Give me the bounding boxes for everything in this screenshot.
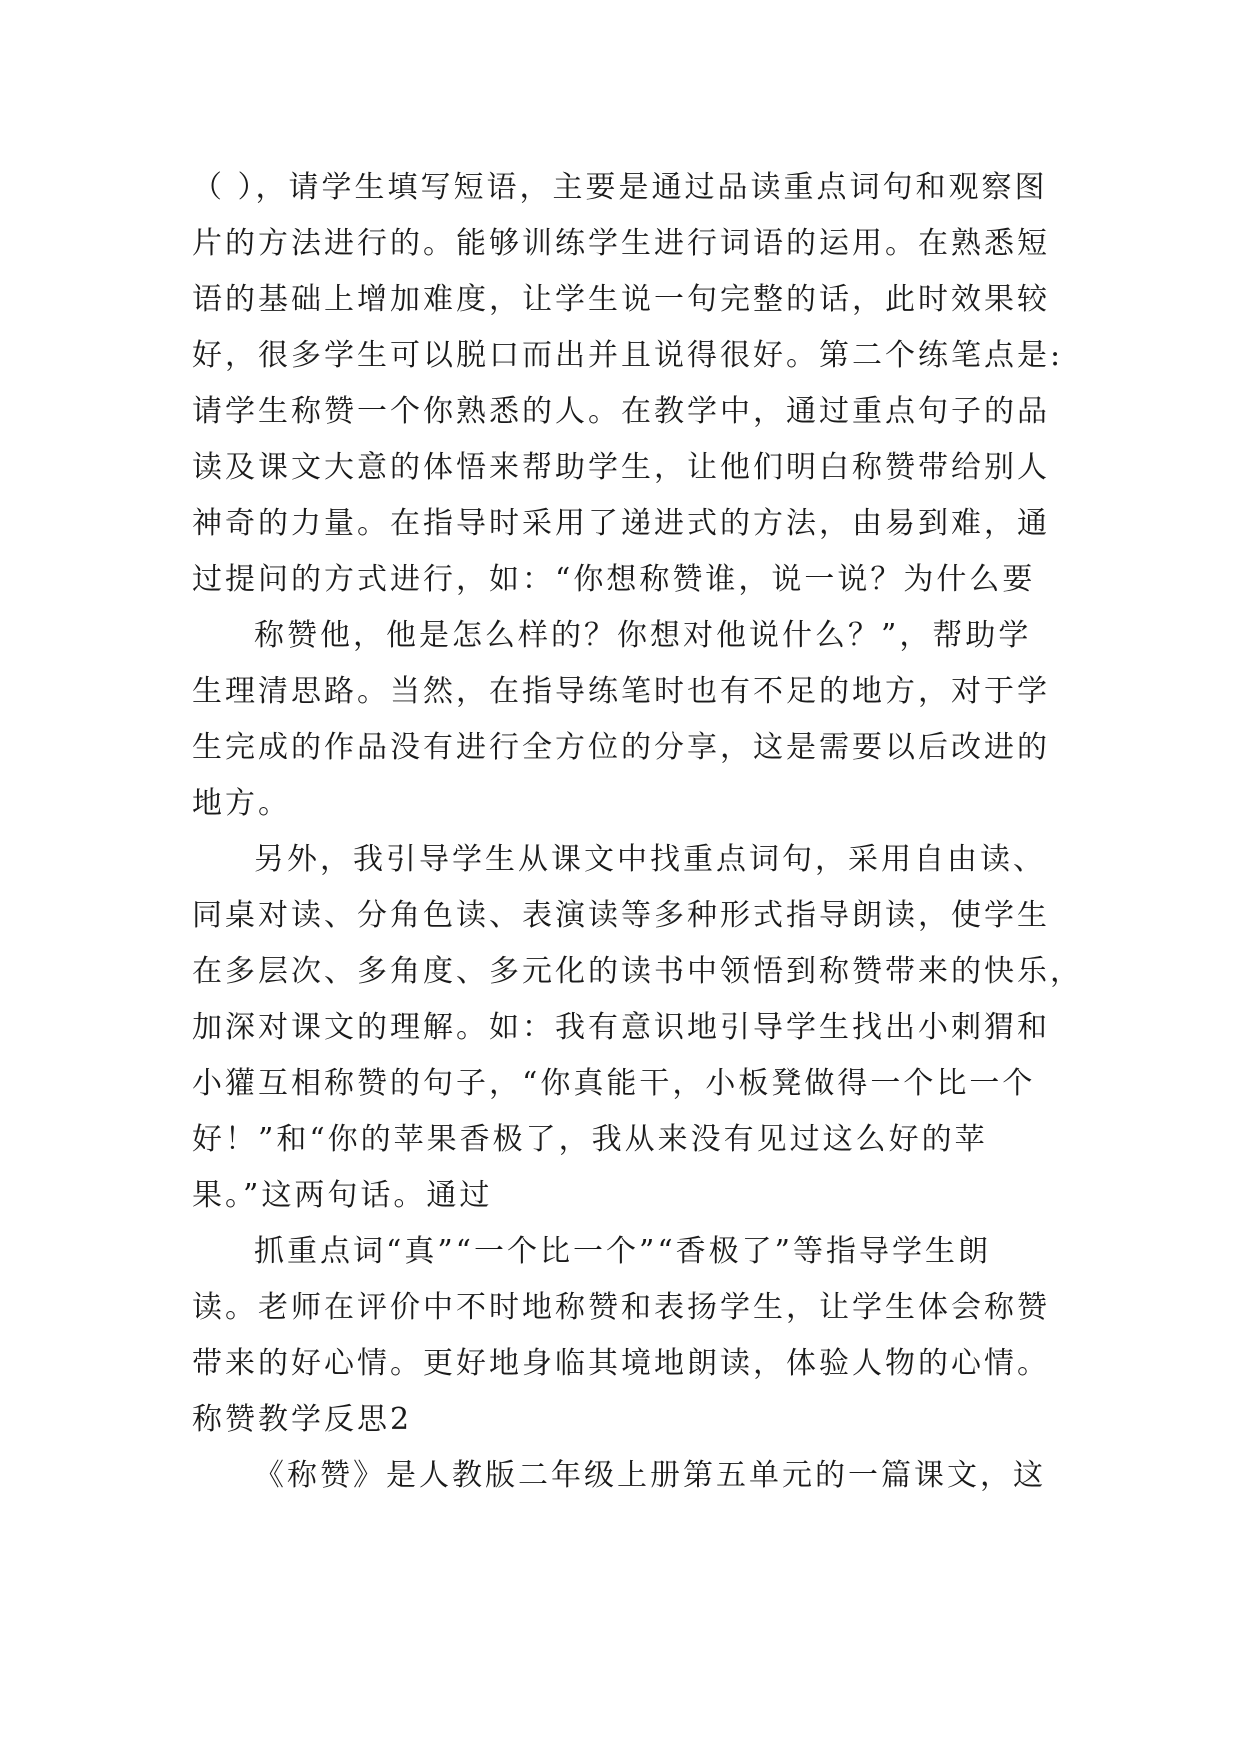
text-line: 另外，我引导学生从课文中找重点词句，采用自由读、 — [254, 842, 1046, 877]
text-line: 片的方法进行的。能够训练学生进行词语的运用。在熟悉短 — [192, 226, 1050, 261]
text-line: 地方。 — [192, 786, 291, 821]
text-line: 读。老师在评价中不时地称赞和表扬学生，让学生体会称赞 — [192, 1290, 1050, 1325]
document-body — [192, 160, 1083, 1504]
section-heading: 称赞教学反思2 — [192, 1402, 413, 1437]
text-line: 称赞他，他是怎么样的？你想对他说什么？”，帮助学 — [254, 618, 1032, 653]
text-line: 同桌对读、分角色读、表演读等多种形式指导朗读，使学生 — [192, 898, 1050, 933]
text-line: 读及课文大意的体悟来帮助学生，让他们明白称赞带给别人 — [192, 450, 1050, 485]
text-line: 神奇的力量。在指导时采用了递进式的方法，由易到难，通 — [192, 506, 1050, 541]
text-line: 请学生称赞一个你熟悉的人。在教学中，通过重点句子的品 — [192, 394, 1050, 429]
text-line: 好，很多学生可以脱口而出并且说得很好。第二个练笔点是: — [192, 338, 1064, 373]
text-line: 《称赞》是人教版二年级上册第五单元的一篇课文，这 — [254, 1458, 1046, 1493]
text-line: 带来的好心情。更好地身临其境地朗读，体验人物的心情。 — [192, 1346, 1050, 1381]
text-line: 好！”和“你的苹果香极了，我从来没有见过这么好的苹 — [192, 1122, 988, 1157]
text-line: 语的基础上增加难度，让学生说一句完整的话，此时效果较 — [192, 282, 1050, 317]
text-line: 加深对课文的理解。如：我有意识地引导学生找出小刺猬和 — [192, 1010, 1050, 1045]
text-line: 生理清思路。当然，在指导练笔时也有不足的地方，对于学 — [192, 674, 1050, 709]
text-line: 抓重点词“真”“一个比一个”“香极了”等指导学生朗 — [254, 1234, 992, 1269]
text-line: 生完成的作品没有进行全方位的分享，这是需要以后改进的 — [192, 730, 1050, 765]
text-line: 小獾互相称赞的句子，“你真能干，小板凳做得一个比一个 — [192, 1066, 1036, 1101]
text-line: 果。”这两句话。通过 — [192, 1178, 493, 1213]
text-line: （ ），请学生填写短语，主要是通过品读重点词句和观察图 — [192, 170, 1048, 205]
text-line: 过提问的方式进行，如：“你想称赞谁，说一说？为什么要 — [192, 562, 1036, 597]
text-line: 在多层次、多角度、多元化的读书中领悟到称赞带来的快乐， — [192, 954, 1083, 989]
